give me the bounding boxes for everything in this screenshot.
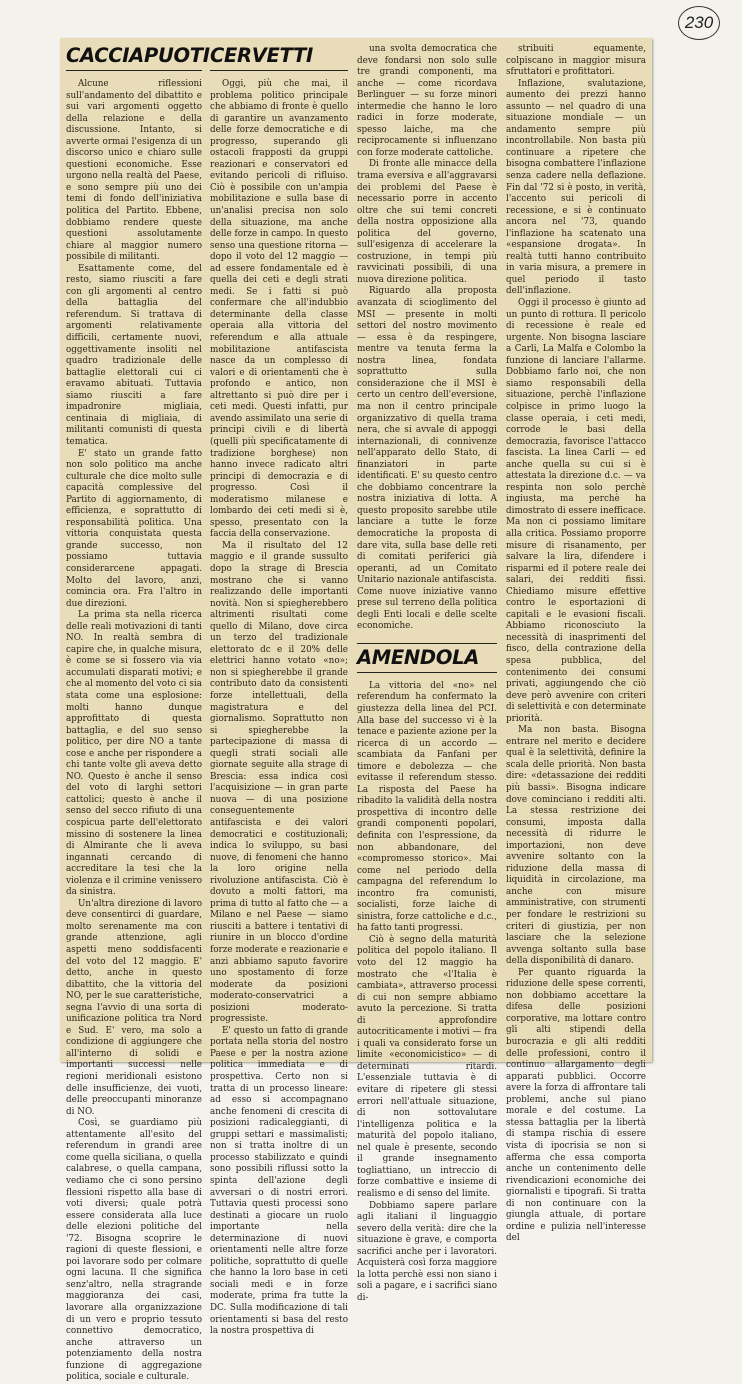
paragraph: Così, se guardiamo più attentamente all'esito del referendum in grandi aree come quella siciliana, o quella calabrese, o quella campana, vediamo che ci sono persino flessioni rispetto alla base di voti diversi; quale potrà essere considerata alla luce delle elezioni politiche del '72. Bisogna scoprire le ragioni di queste flessioni, e poi lavorare sodo per colmare ogni lacuna. Il che significa senz'altro, nella stragrande maggioranza dei casi, lavorare alla organizzazione di un vero e proprio tessuto connettivo democratico, anche attraverso un potenziamento della nostra funzione di aggregazione politica, sociale e culturale. — [66, 1118, 202, 1383]
paragraph: Riguardo alla proposta avanzata di scioglimento del MSI — presente in molti settori del nostro movimento — essa è da respingere, mentre va tenuta ferma la nostra linea, fondata soprattutto sulla considerazione che il MSI è certo un centro dell'eversione, ma non il centro principale organizzativo di quella trama nera, che si avvale di appoggi internazionali, di connivenze nell'apparato dello Stato, di finanziatori in parte identificati. E' su questo centro che dobbiamo concentrare la nostra iniziativa di lotta. A questo proposito sarebbe utile lanciare a tutte le forze democratiche la proposta di dare vita, sulla base delle reti di comitati periferici già operanti, ad un Comitato Unitario nazionale antifascista. Come nuove iniziative vanno prese sul terreno della politica degli Enti locali e delle scelte economiche. — [357, 286, 497, 632]
paragraph: Alcune riflessioni sull'andamento del dibattito e sui vari argomenti oggetto della relazione e della discussione. Intanto, si avverte ormai l'esigenza di un discorso unico e chiaro sulle questioni economiche. Esse urgono nella realtà del Paese, e sono sempre più uno dei temi di fondo dell'iniziativa politica del Partito. Ebbene, dobbiamo rendere queste questioni assolutamente chiare al maggior numero possibile di militanti. — [66, 79, 202, 263]
paragraph: Di fronte alle minacce della trama eversiva e all'aggravarsi dei problemi del Paese è necessario porre in accento oltre che sui temi concreti della nostra opposizione alla politica del governo, sull'esigenza di accelerare la costruzione, in tempi più ravvicinati possibili, di una nuova direzione politica. — [357, 159, 497, 285]
headline-amendola: AMENDOLA — [357, 643, 497, 673]
headline-cervetti: CERVETTI — [210, 44, 348, 71]
page-number-stamp: 230 — [678, 6, 720, 40]
paragraph: E' questo un fatto di grande portata nella storia del nostro Paese e per la nostra azione politica immediata e di prospettiva. Certo non si tratta di un processo lineare: ad esso si accompagnano anche fenomeni di crescita di posizioni radicaleggianti, di gruppi settari e massimalisti; non si tratta inoltre di un processo stabilizzato e quindi sono possibili riflussi sotto la spinta dell'azione degli avversari o di nostri errori. Tuttavia questi processi sono destinati a giocare un ruolo importante nella determinazione di nuovi orientamenti nelle altre forze politiche, soprattutto di quelle che hanno la loro base in ceti sociali medi e in forze moderate, prima fra tutte la DC. Sulla modificazione di tali orientamenti si basa del resto la nostra prospettiva di — [210, 1025, 348, 1337]
paragraph: una svolta democratica che deve fondarsi non solo sulle tre grandi componenti, ma anche — come ricordava Berlinguer — su forze minori intermedie che hanno le loro radici in forze moderate, spesso laiche, ma che reciprocamente si influenzano con forze moderate cattoliche. — [357, 44, 497, 158]
paragraph: La vittoria del «no» nel referendum ha confermato la giustezza della linea del PCI. Alla base del successo vi è la tenace e paziente azione per la ricerca di un accordo — scambiata da Fanfani per timore e debolezza — che evitasse il referendum stesso. La risposta del Paese ha ribadito la validità della nostra prospettiva di incontro delle grandi componenti popolari, definita con l'espressione, da non abbandonare, del «compromesso storico». Mai come nel periodo della campagna del referendum lo incontro fra comunisti, socialisti, forze laiche di sinistra, forze cattoliche e d.c., ha fatto tanti progressi. — [357, 680, 497, 934]
paragraph: E' stato un grande fatto non solo politico ma anche culturale che dice molto sulle capacità complessive del Partito di aggiornamento, di efficienza, e soprattutto di responsabilità politica. Una vittoria conquistata questa grande successo, non possiamo tuttavia considerarcene appagati. Molto del lavoro, anzi, comincia ora. Fra l'altro in due direzioni. — [66, 448, 202, 609]
paragraph: Dobbiamo sapere parlare agli italiani il linguaggio severo della verità: dire che la situazione è grave, e comporta sacrifici anche per i lavoratori. Acquisterà così forza maggiore la lotta perchè essi non siano i soli a pagare, e i sacrifici siano di- — [357, 1200, 497, 1303]
column-2 — [210, 44, 348, 1337]
paragraph: Esattamente come, del resto, siamo riusciti a fare con gli argomenti al centro della battaglia del referendum. Si trattava di argomenti relativamente difficili, certamente nuovi, oggettivamente insoliti nel quadro tradizionale delle battaglie elettorali cui ci eravamo abituati. Tuttavia siamo riusciti a fare impadronire migliaia, centinaia di migliaia, di militanti comunisti di questa tematica. — [66, 263, 202, 447]
column-1 — [66, 44, 210, 1383]
paragraph: Inflazione, svalutazione, aumento dei prezzi hanno assunto — nel quadro di una situazione mondiale — un andamento sempre più incontrollabile. Non basta più continuare a ripetere che bisogna combattere l'inflazione senza cadere nella deflazione. Fin dal '72 si è posto, in verità, l'accento sui pericoli di recessione, e si è continuato ancora nel '73, quando l'inflazione ha scatenato una «espansione drogata». In realtà tutti hanno contribuito in varia misura, a premere in quel periodo il tasto dell'inflazione. — [506, 78, 646, 297]
column-3 — [357, 44, 497, 1303]
headline-cacciapuoti: CACCIAPUOTI — [66, 44, 202, 71]
paragraph: Oggi, più che mai, il problema politico principale che abbiamo di fronte è quello di garantire un avanzamento delle forze democratiche e di progresso, superando gli ostacoli frapposti da gruppi reazionari e conservatori ed evitando pericoli di rifluiso. Ciò è possibile con un'ampia mobilitazione e sulla base di un'analisi precisa non solo della situazione, ma anche delle forze in campo. In questo senso una questione ritorna — dopo il voto del 12 maggio — ad essere fondamentale ed è quella dei ceti e degli strati medi. Se i fatti si può confermare che all'indubbio determinante della classe operaia alla vittoria del referendum e alla attuale mobilitazione antifascista nasce da un complesso di valori e di orientamenti che è profondo e antico, non altrettanto si può dire per i ceti medi. Questi infatti, pur avendo assimilato una serie di principi civili e di libertà (quelli più specificatamente di tradizione borghese) non hanno invece radicato altri principi di democrazia e di progresso. Così il moderatismo milanese e lombardo dei ceti medi si è, spesso, presentato con la faccia della conservazione. — [210, 79, 348, 540]
paragraph: Oggi il processo è giunto ad un punto di rottura. Il pericolo di recessione è reale ed urgente. Non bisogna lasciare a Carli, La Malfa e Colombo la funzione di lanciare l'allarme. Dobbiamo farlo noi, che non siamo responsabili della situazione, perchè l'inflazione colpisce in primo luogo la classe operaia, i ceti medi, corrode le basi della democrazia, favorisce l'attacco fascista. La linea Carli — ed anche quella su cui si è attestata la direzione d.c. — va respinta non solo perchè ingiusta, ma perchè ha dimostrato di essere inefficace. Ma non ci possiamo limitare alla critica. Possiamo proporre misure di risanamento, per salvare la lira, difendere i risparmi ed il potere reale dei salari, dei redditi fissi. Chiediamo misure effettive contro le esportazioni di capitali e le evasioni fiscali. Abbiamo riconosciuto la necessità di inasprimenti del fisco, della contrazione della spesa pubblica, del contenimento dei consumi privati, aggiungendo che ciò deve però avvenire con criteri di selettività e con determinate priorità. — [506, 298, 646, 724]
newspaper-clipping — [60, 38, 652, 1383]
paragraph: Ma non basta. Bisogna entrare nel merito e decidere qual è la selettività, definire la scala delle priorità. Non basta dire: «detassazione dei redditi più bassi». Bisogna indicare dove cominciano i redditi alti. La stessa restrizione dei consumi, imposta dalla necessità di ridurre le importazioni, non deve avvenire soltanto con la riduzione della massa di liquidità in circolazione, ma anche con misure amministrative, con strumenti per fondare le restrizioni su criteri di giustizia, per non lasciare che la selezione avvenga soltanto sulla base della disponibilità di danaro. — [506, 725, 646, 967]
paragraph: Per quanto riguarda la riduzione delle spese correnti, non dobbiamo accettare la difesa delle posizioni corporative, ma lottare contro gli alti stipendi della burocrazia e gli alti redditi delle professioni, contro il continuo allargamento degli apparati pubblici. Occorre avere la forza di affrontare tali problemi, anche sul piano morale e del costume. La stessa battaglia per la libertà di stampa rischia di essere vista di ipocrisia se non si afferma che essa comporta anche un contenimento delle rivendicazioni economiche dei giornalisti e tipografi. Si tratta di non continuare con la giungla attuale, di portare ordine e pulizia nell'interesse del — [506, 967, 646, 1244]
paragraph: Ciò è segno della maturità politica del popolo italiano. Il voto del 12 maggio ha mostrato che «l'Italia è cambiata», attraverso processi di cui non sempre abbiamo avuto la percezione. Si tratta di approfondire autocriticamente i motivi — fra i quali va considerato forse un limite «economicistico» — di determinati ritardi. L'essenziale tuttavia è di evitare di ripetere gli stessi errori nell'attuale situazione, di non sottovalutare l'intelligenza politica e la maturità del popolo italiano, nel quale è presente, secondo il grande insegnamento togliattiano, un intreccio di forze combattive e insieme di realismo e di senso del limite. — [357, 934, 497, 1199]
paragraph: stribuiti equamente, colpiscano in maggior misura sfruttatori e profittatori. — [506, 44, 646, 78]
paragraph: Un'altra direzione di lavoro deve consentirci di guardare, molto serenamente ma con grande attenzione, agli aspetti meno soddisfacenti del voto del 12 maggio. E' detto, anche in questo dibattito, che la vittoria del NO, per le sue caratteristiche, segna l'avvio di una sorta di unificazione politica tra Nord e Sud. E' vero, ma solo a condizione di aggiungere che all'interno di solidi e importanti successi nelle regioni meridionali esistono delle insufficienze, dei vuoti, delle preoccupanti minoranze di NO. — [66, 898, 202, 1117]
column-4 — [506, 44, 646, 1244]
paragraph: Ma il risultato del 12 maggio e il grande sussulto dopo la strage di Brescia mostrano che si vanno realizzando delle importanti novità. Non si spiegherebbero altrimenti risultati come quello di Milano, dove circa un terzo del tradizionale elettorato dc e il 20% delle elettrici hanno votato «no»; non si spiegherebbe il grande contributo dato da consistenti forze intellettuali, della magistratura e del giornalismo. Soprattutto non si spiegherebbe la partecipazione di massa di quegli strati sociali alle giornate seguite alla strage di Brescia: essa indica così l'acquisizione — in gran parte nuova — di una posizione conseguentemente antifascista e dei valori democratici e costituzionali; indica lo sviluppo, su basi nuove, di fenomeni che hanno la loro origine nella rivoluzione antifascista. Ciò è dovuto a molti fattori, ma prima di tutto al fatto che — a Milano e nel Paese — siamo riusciti a battere i tentativi di riunire in un blocco d'ordine forze moderate e reazionarie e anzi abbiamo saputo favorire uno spostamento di forze moderate da posizioni moderato-conservatrici a posizioni moderato-progressiste. — [210, 540, 348, 1025]
paragraph: La prima sta nella ricerca delle reali motivazioni di tanti NO. In realtà sembra di capire che, in qualche misura, è come se si fossero via via accumulati disparati motivi; e che al momento del voto ci sia stata come una esplosione: molti hanno dunque approfittato di questa battaglia, e del suo senso politico, per dire NO a tante cose e anche per rispondere a chi tante volte gli aveva detto NO. Questo è anche il senso del voto di larghi settori cattolici; questo è anche il senso del secco rifiuto di una cospicua parte dell'elettorato missino di sostenere la linea di Almirante che li aveva ingannati cercando di accreditare la tesi che la violenza e il crimine venissero da sinistra. — [66, 610, 202, 898]
